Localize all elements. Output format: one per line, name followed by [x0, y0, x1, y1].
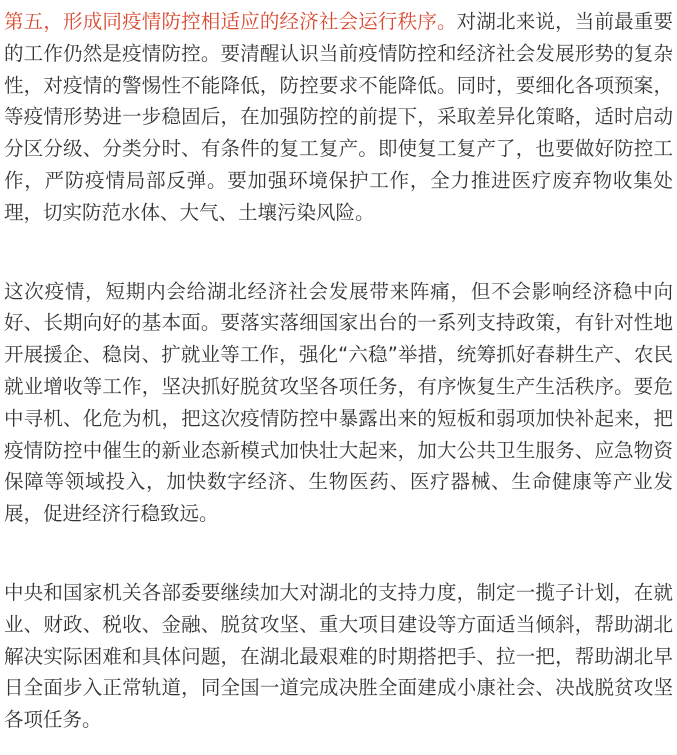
- section-heading: 第五，形成同疫情防控相适应的经济社会运行秩序。: [4, 10, 457, 33]
- paragraph-1-text: 对湖北来说，当前最重要的工作仍然是疫情防控。要清醒认识当前疫情防控和经济社会发展形势的复杂性，对疫情的警惕性不能降低，防控要求不能降低。同时，要细化各项预案，等疫情形势进一步稳固后，在加强防控的前提下，采取差异化策略，适时启动分区分级、分类分时、有条件的复工复产。即使复工复产了，也要做好防控工作，严防疫情局部反弹。要加强环境保护工作，全力推进医疗废弃物收集处理，切实防范水体、大气、土壤污染风险。: [4, 10, 673, 224]
- article-body: [4, 6, 673, 736]
- paragraph-2: [4, 276, 673, 530]
- paragraph-1: [4, 6, 673, 229]
- paragraph-3-text: 中央和国家机关各部委要继续加大对湖北的支持力度，制定一揽子计划，在就业、财政、税收、金融、脱贫攻坚、重大项目建设等方面适当倾斜，帮助湖北解决实际困难和具体问题，在湖北最艰难的时期搭把手、拉一把，帮助湖北早日全面步入正常轨道，同全国一道完成决胜全面建成小康社会、决战脱贫攻坚各项任务。: [4, 580, 673, 732]
- paragraph-3: [4, 577, 673, 736]
- paragraph-2-text: 这次疫情，短期内会给湖北经济社会发展带来阵痛，但不会影响经济稳中向好、长期向好的基本面。要落实落细国家出台的一系列支持政策，有针对性地开展援企、稳岗、扩就业等工作，强化“六稳”举措，统筹抓好春耕生产、农民就业增收等工作，坚决抓好脱贫攻坚各项任务，有序恢复生产生活秩序。要危中寻机、化危为机，把这次疫情防控中暴露出来的短板和弱项加快补起来，把疫情防控中催生的新业态新模式加快壮大起来，加大公共卫生服务、应急物资保障等领域投入，加快数字经济、生物医药、医疗器械、生命健康等产业发展，促进经济行稳致远。: [4, 279, 673, 526]
